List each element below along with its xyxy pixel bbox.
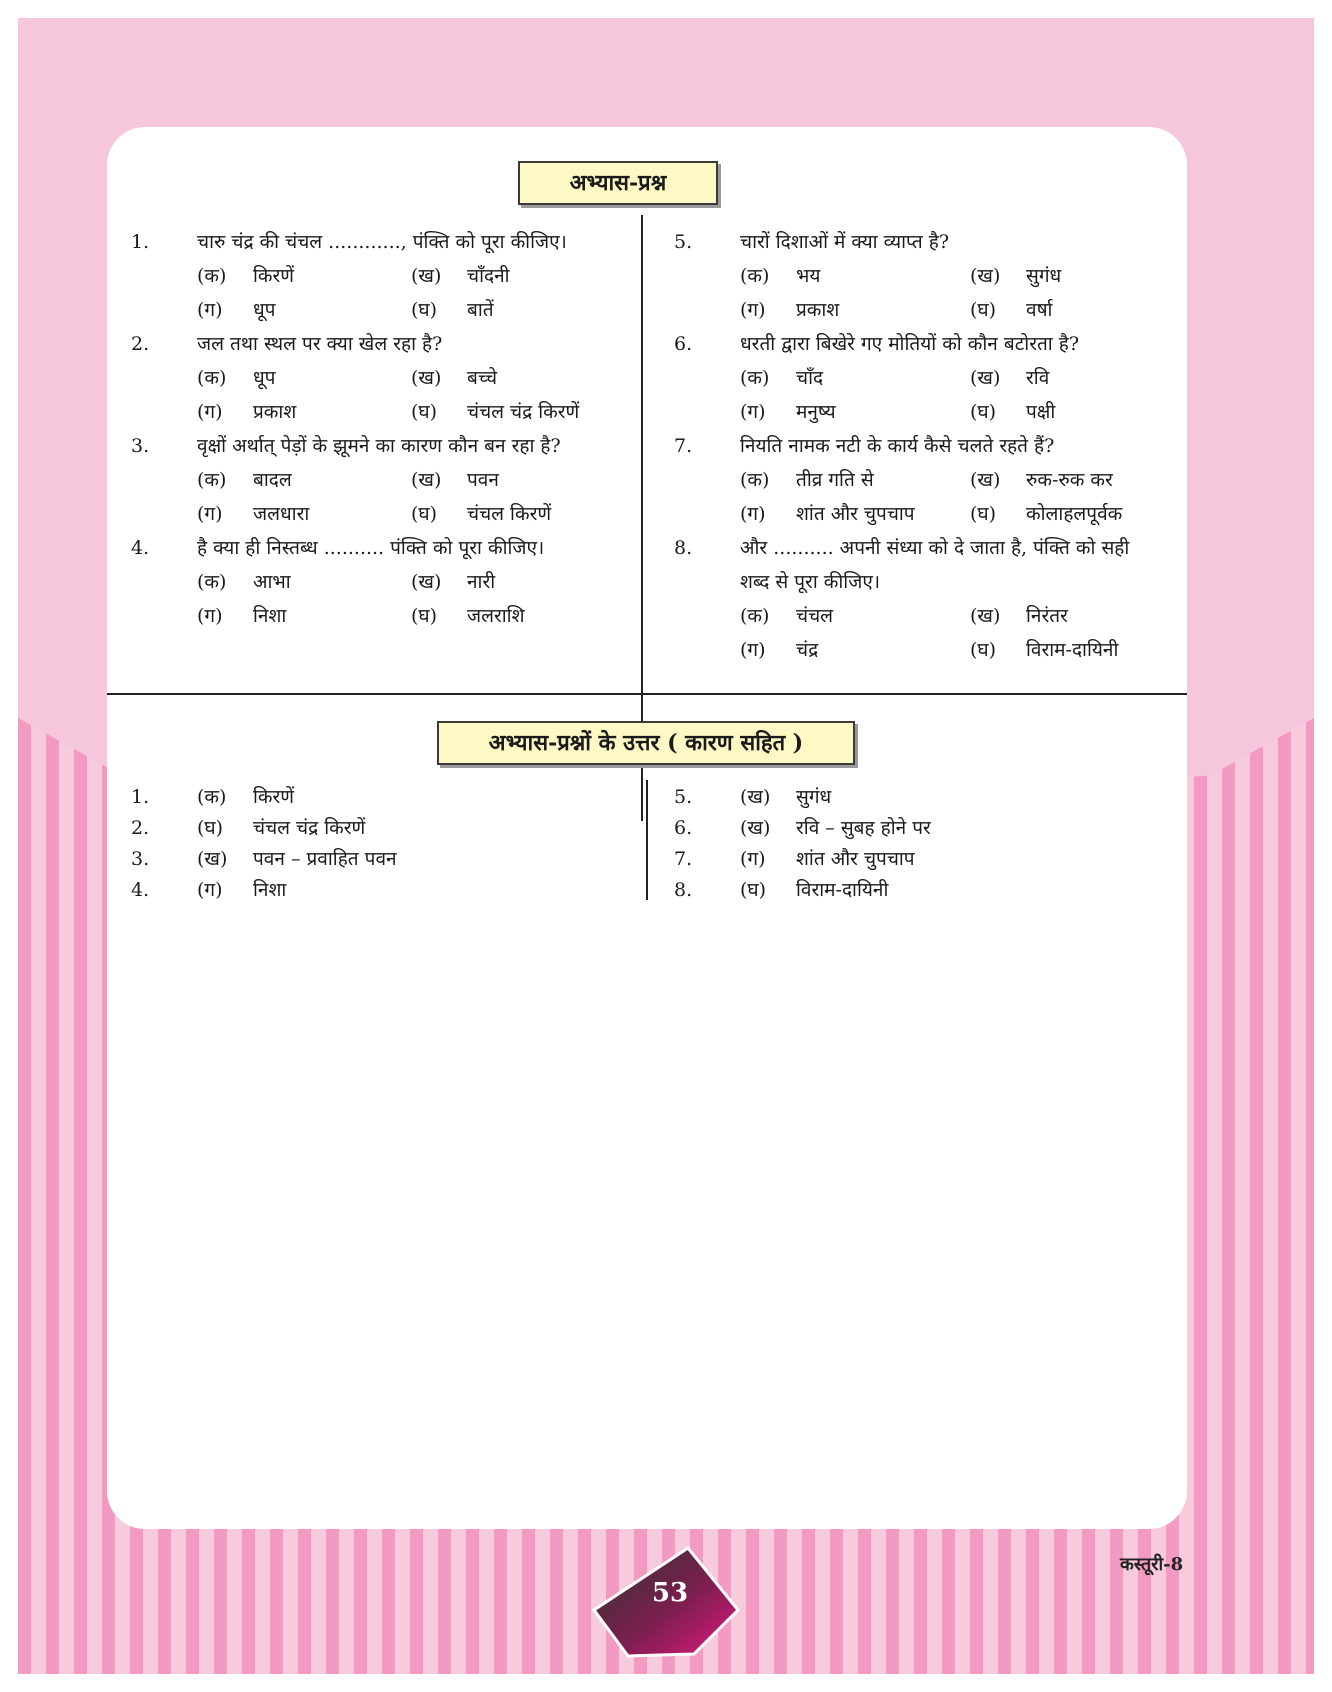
- question-7: [674, 429, 1174, 463]
- question-text: और .......... अपनी संध्या को दे जाता है, पंक्ति को सही: [740, 537, 1130, 559]
- answer-7: [674, 844, 1154, 875]
- option-label: (क): [740, 469, 770, 491]
- answer-2: [131, 813, 601, 844]
- question-4-options-row-2: [131, 599, 601, 633]
- answer-text: चंचल चंद्र किरणें: [253, 817, 366, 839]
- book-name: कस्तूरी-8: [1120, 1554, 1184, 1575]
- question-3-options-row-1: [131, 463, 601, 497]
- question-7-options-row-1: [674, 463, 1174, 497]
- question-1-options-row-2: [131, 293, 601, 327]
- option-text: चाँदनी: [467, 265, 510, 287]
- option-text: कोलाहलपूर्वक: [1026, 503, 1123, 525]
- option-label: (क): [197, 367, 227, 389]
- answer-label: (क): [197, 786, 227, 808]
- answer-number: 1.: [131, 786, 150, 808]
- option-label: (क): [740, 367, 770, 389]
- answer-number: 7.: [674, 848, 693, 870]
- question-number: 7.: [674, 435, 693, 457]
- option-label: (क): [197, 469, 227, 491]
- option-text: पवन: [467, 469, 499, 491]
- option-text: रुक-रुक कर: [1026, 469, 1113, 491]
- question-number: 4.: [131, 537, 150, 559]
- question-5-options-row-1: [674, 259, 1174, 293]
- question-1: [131, 225, 601, 259]
- option-text: बादल: [253, 469, 292, 491]
- option-text: सुगंध: [1026, 265, 1062, 287]
- question-8-continued: [674, 565, 1174, 599]
- answer-text: पवन – प्रवाहित पवन: [253, 848, 397, 870]
- option-text: किरणें: [253, 265, 295, 287]
- answer-label: (ग): [197, 879, 223, 901]
- option-text: धूप: [253, 367, 276, 389]
- option-label: (ख): [970, 469, 1001, 491]
- option-text: शांत और चुपचाप: [796, 503, 915, 525]
- option-label: (क): [740, 265, 770, 287]
- option-label: (ग): [197, 299, 223, 321]
- option-text: प्रकाश: [253, 401, 297, 423]
- answer-number: 2.: [131, 817, 150, 839]
- option-text: धूप: [253, 299, 276, 321]
- option-label: (ग): [740, 503, 766, 525]
- option-text: चाँद: [796, 367, 824, 389]
- option-label: (ख): [411, 367, 442, 389]
- option-text: भय: [796, 265, 821, 287]
- option-text: रवि: [1026, 367, 1050, 389]
- answer-number: 3.: [131, 848, 150, 870]
- question-7-options-row-2: [674, 497, 1174, 531]
- answers-column-divider: [646, 780, 648, 900]
- answer-number: 5.: [674, 786, 693, 808]
- option-text: नारी: [467, 571, 496, 593]
- option-text: निशा: [253, 605, 287, 627]
- question-text: चारों दिशाओं में क्या व्याप्त है?: [740, 231, 950, 253]
- option-label: (घ): [411, 401, 438, 423]
- question-number: 2.: [131, 333, 150, 355]
- answer-5: [674, 782, 1154, 813]
- option-text: बातें: [467, 299, 494, 321]
- option-text: जलराशि: [467, 605, 525, 627]
- option-label: (ग): [197, 605, 223, 627]
- option-text: विराम-दायिनी: [1026, 639, 1119, 661]
- answer-label: (ख): [740, 786, 771, 808]
- option-label: (ग): [740, 401, 766, 423]
- answer-number: 8.: [674, 879, 693, 901]
- option-text: चंचल: [796, 605, 834, 627]
- answer-text: विराम-दायिनी: [796, 879, 889, 901]
- question-3-options-row-2: [131, 497, 601, 531]
- answers-title: अभ्यास-प्रश्नों के उत्तर ( कारण सहित ): [437, 721, 855, 765]
- question-2: [131, 327, 601, 361]
- option-label: (ख): [970, 265, 1001, 287]
- option-text: निरंतर: [1026, 605, 1068, 627]
- option-label: (घ): [970, 401, 997, 423]
- option-text: वर्षा: [1026, 299, 1053, 321]
- option-label: (घ): [411, 299, 438, 321]
- answers-left-column: [131, 782, 601, 906]
- question-4: [131, 531, 601, 565]
- question-number: 8.: [674, 537, 693, 559]
- question-2-options-row-2: [131, 395, 601, 429]
- option-text: जलधारा: [253, 503, 310, 525]
- question-5-options-row-2: [674, 293, 1174, 327]
- question-text: चारु चंद्र की चंचल ............, पंक्ति को पूरा कीजिए।: [197, 231, 567, 253]
- option-label: (क): [197, 571, 227, 593]
- option-label: (ग): [197, 401, 223, 423]
- answer-1: [131, 782, 601, 813]
- option-label: (ख): [411, 469, 442, 491]
- question-text-continued: शब्द से पूरा कीजिए।: [740, 571, 881, 593]
- option-text: बच्चे: [467, 367, 498, 389]
- question-text: नियति नामक नटी के कार्य कैसे चलते रहते हैं?: [740, 435, 1055, 457]
- answer-3: [131, 844, 601, 875]
- option-label: (ख): [970, 605, 1001, 627]
- answer-text: किरणें: [253, 786, 295, 808]
- question-8-options-row-1: [674, 599, 1174, 633]
- answer-8: [674, 875, 1154, 906]
- question-6-options-row-2: [674, 395, 1174, 429]
- option-text: चंद्र: [796, 639, 819, 661]
- question-text: जल तथा स्थल पर क्या खेल रहा है?: [197, 333, 443, 355]
- content-card: [107, 127, 1187, 1529]
- question-4-options-row-1: [131, 565, 601, 599]
- section-divider: [107, 693, 1187, 695]
- answer-4: [131, 875, 601, 906]
- option-text: चंचल किरणें: [467, 503, 552, 525]
- question-number: 6.: [674, 333, 693, 355]
- option-label: (ख): [411, 265, 442, 287]
- option-label: (ख): [411, 571, 442, 593]
- answer-label: (ख): [197, 848, 228, 870]
- question-6-options-row-1: [674, 361, 1174, 395]
- question-1-options-row-1: [131, 259, 601, 293]
- option-text: प्रकाश: [796, 299, 840, 321]
- option-text: आभा: [253, 571, 291, 593]
- option-label: (ग): [740, 639, 766, 661]
- answer-text: रवि – सुबह होने पर: [796, 817, 931, 839]
- question-2-options-row-1: [131, 361, 601, 395]
- option-text: तीव्र गति से: [796, 469, 874, 491]
- answer-text: सुगंध: [796, 786, 832, 808]
- question-number: 3.: [131, 435, 150, 457]
- answer-label: (घ): [197, 817, 224, 839]
- option-text: चंचल चंद्र किरणें: [467, 401, 580, 423]
- answer-label: (ख): [740, 817, 771, 839]
- questions-left-column: [131, 225, 601, 633]
- question-number: 1.: [131, 231, 150, 253]
- answer-text: निशा: [253, 879, 287, 901]
- option-label: (ग): [740, 299, 766, 321]
- question-text: धरती द्वारा बिखेरे गए मोतियों को कौन बटोरता है?: [740, 333, 1080, 355]
- option-label: (क): [197, 265, 227, 287]
- answers-right-column: [674, 782, 1154, 906]
- questions-right-column: [674, 225, 1174, 667]
- question-text: है क्या ही निस्तब्ध .......... पंक्ति को पूरा कीजिए।: [197, 537, 545, 559]
- answer-label: (घ): [740, 879, 767, 901]
- question-6: [674, 327, 1174, 361]
- exercise-title: अभ्यास-प्रश्न: [518, 161, 718, 205]
- answer-text: शांत और चुपचाप: [796, 848, 915, 870]
- question-8-options-row-2: [674, 633, 1174, 667]
- option-label: (क): [740, 605, 770, 627]
- option-label: (घ): [411, 605, 438, 627]
- option-label: (घ): [970, 299, 997, 321]
- option-text: पक्षी: [1026, 401, 1056, 423]
- option-text: मनुष्य: [796, 401, 836, 423]
- option-label: (घ): [970, 503, 997, 525]
- question-3: [131, 429, 601, 463]
- answer-number: 4.: [131, 879, 150, 901]
- question-5: [674, 225, 1174, 259]
- answer-number: 6.: [674, 817, 693, 839]
- question-8: [674, 531, 1174, 565]
- option-label: (ख): [970, 367, 1001, 389]
- page-number: 53: [651, 1578, 689, 1608]
- option-label: (घ): [970, 639, 997, 661]
- question-text: वृक्षों अर्थात् पेड़ों के झूमने का कारण कौन बन रहा है?: [197, 435, 561, 457]
- option-label: (घ): [411, 503, 438, 525]
- answer-6: [674, 813, 1154, 844]
- answer-label: (ग): [740, 848, 766, 870]
- question-number: 5.: [674, 231, 693, 253]
- option-label: (ग): [197, 503, 223, 525]
